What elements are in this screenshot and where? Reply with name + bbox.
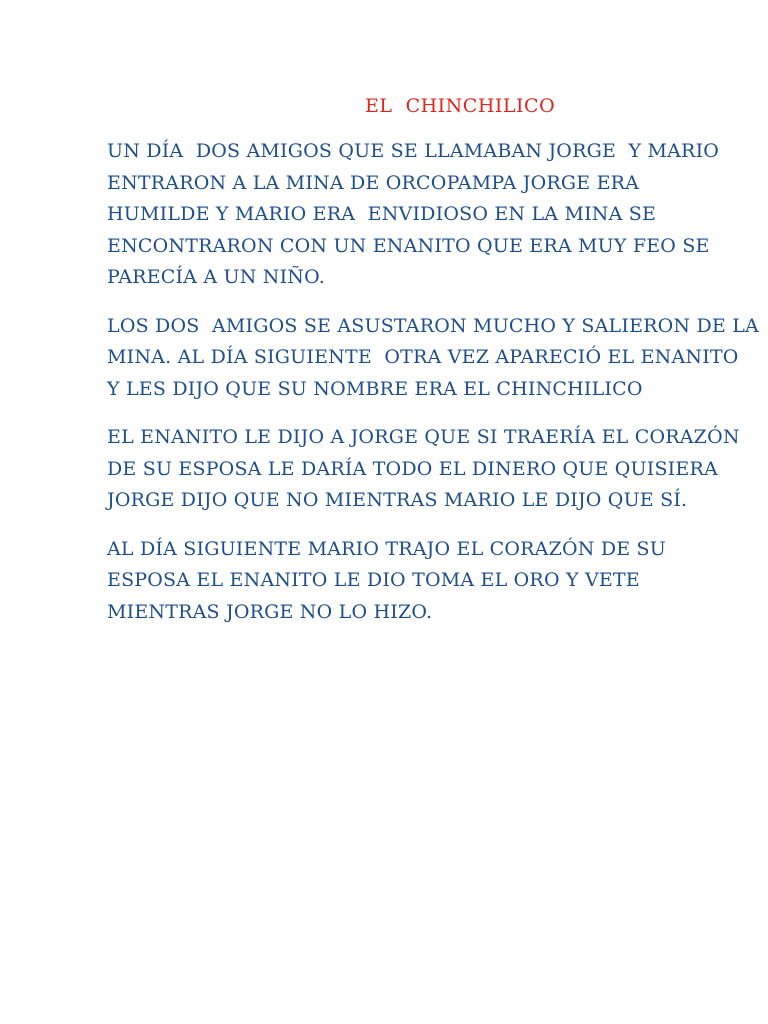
text-line: EL ENANITO LE DIJO A JORGE QUE SI TRAERÍA EL CORAZÓN [107,426,740,448]
text-line: MINA. AL DÍA SIGUIENTE OTRA VEZ APARECIÓ EL ENANITO [107,346,739,368]
document-title: EL CHINCHILICO [365,95,556,117]
text-line: ENCONTRARON CON UN ENANITO QUE ERA MUY FEO SE [107,234,710,257]
text-line: ESPOSA EL ENANITO LE DIO TOMA EL ORO Y VETE [107,569,640,591]
paragraph-2 [107,311,759,406]
text-line: HUMILDE Y MARIO ERA ENVIDIOSO EN LA MINA SE [107,203,657,225]
text-line: LOS DOS AMIGOS SE ASUSTARON MUCHO Y SALIERON DE LA [107,314,759,337]
paragraph-4 [107,534,707,629]
text-line: AL DÍA SIGUIENTE MARIO TRAJO EL CORAZÓN DE SU [107,537,666,560]
paragraph-3 [107,422,740,517]
text-line: JORGE DIJO QUE NO MIENTRAS MARIO LE DIJO QUE SÍ. [107,489,688,511]
text-line: DE SU ESPOSA LE DARÍA TODO EL DINERO QUE QUISIERA [107,457,718,480]
paragraph-1 [107,136,720,294]
text-line: ENTRARON A LA MINA DE ORCOPAMPA JORGE ERA [107,171,640,194]
text-line: PARECÍA A UN NIÑO. [107,266,326,288]
text-line: Y LES DIJO QUE SU NOMBRE ERA EL CHINCHILICO [107,377,643,400]
text-line: MIENTRAS JORGE NO LO HIZO. [107,600,433,623]
document-body [107,136,759,645]
text-line: UN DÍA DOS AMIGOS QUE SE LLAMABAN JORGE Y MARIO [107,140,720,162]
